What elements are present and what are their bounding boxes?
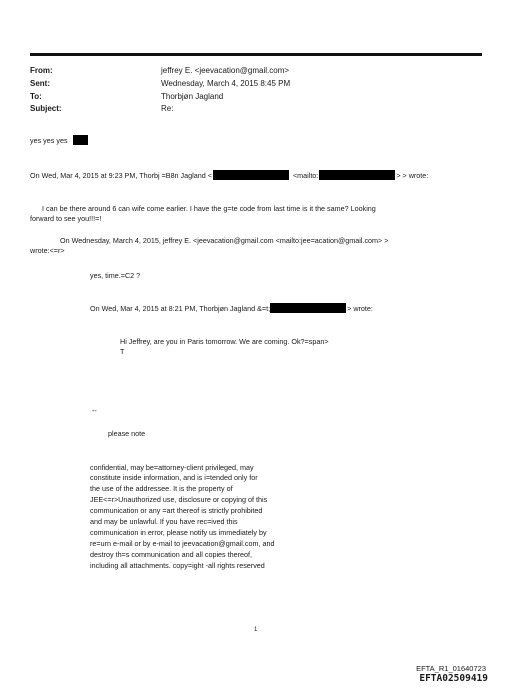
quote2-line-2: wrote:<=r>: [30, 246, 65, 255]
disclaimer-line: communication or any =art thereof is strictly prohibited: [90, 506, 263, 515]
quote1-line: [30, 170, 428, 181]
disclaimer-line: including all attachments. copy=ight -all rights reserved: [90, 561, 265, 570]
reply-line: [30, 135, 88, 146]
redaction-box: [270, 303, 346, 313]
signature-dashes: --: [92, 406, 97, 415]
disclaimer-line: destroy th=s communication and all copies thereof,: [90, 550, 253, 559]
quote3-post: > wrote:: [347, 304, 373, 313]
disclaimer-line: JEE<=r>Unauthorized use, disclosure or copying of this: [90, 495, 268, 504]
msg3-line-2: T: [120, 347, 125, 356]
disclaimer-line: confidential, may be=attorney-client privileged, may: [90, 463, 254, 472]
bates-number-small: EFTA_R1_01640723: [416, 664, 486, 673]
from-label: From:: [30, 66, 53, 75]
reply-text: yes yes yes: [30, 136, 68, 145]
page-number: 1: [254, 627, 258, 633]
quote1-post: > > wrote:: [396, 171, 429, 180]
quote3-pre: On Wed, Mar 4, 2015 at 8:21 PM, Thorbjøn Jagland &=t;: [90, 304, 271, 313]
disclaimer-line: the use of the addressee. It is the property of: [90, 484, 233, 493]
disclaimer-line: and may be unlawful. If you have rec=ived this: [90, 517, 238, 526]
bates-number-large: EFTA02509419: [419, 673, 488, 684]
msg1-line-1: I can be there around 6 can wife come earlier. I have the g=te code from last time is it the same? Looking: [42, 204, 376, 213]
quote2-line-1: On Wednesday, March 4, 2015, jeffrey E. <jeevacation@gmail.com <mailto:jee=acation@gmail.com> >: [60, 236, 389, 245]
to-label: To:: [30, 92, 42, 101]
disclaimer-line: constitute inside information, and is i=tended only for: [90, 473, 258, 482]
quote3-line: [90, 303, 373, 314]
redaction-box: [319, 170, 395, 180]
msg3-line-1: Hi Jeffrey, are you in Paris tomorrow. We are coming. Ok?=span>: [120, 337, 329, 346]
from-value: jeffrey E. <jeevacation@gmail.com>: [161, 66, 290, 75]
msg1-line-2: forward to see you!!!=!: [30, 214, 102, 223]
quote1-mid: <mailto:: [292, 171, 319, 180]
msg2-line: yes, time.=C2 ?: [90, 271, 141, 280]
subject-label: Subject:: [30, 104, 62, 113]
subject-value: Re:: [161, 104, 174, 113]
sent-value: Wednesday, March 4, 2015 8:45 PM: [161, 79, 291, 88]
sent-label: Sent:: [30, 79, 50, 88]
header-rule: [30, 53, 482, 56]
redaction-box: [73, 135, 88, 145]
please-note: please note: [108, 429, 146, 438]
disclaimer-line: re=urn e-mail or by e-mail to jeevacation@gmail.com, and: [90, 539, 275, 548]
quote1-pre: On Wed, Mar 4, 2015 at 9:23 PM, Thorbj =B8n Jagland <: [30, 171, 212, 180]
disclaimer-line: communication in error, please notify us immediately by: [90, 528, 267, 537]
redaction-box: [213, 170, 289, 180]
to-value: Thorbjøn Jagland: [161, 92, 224, 101]
